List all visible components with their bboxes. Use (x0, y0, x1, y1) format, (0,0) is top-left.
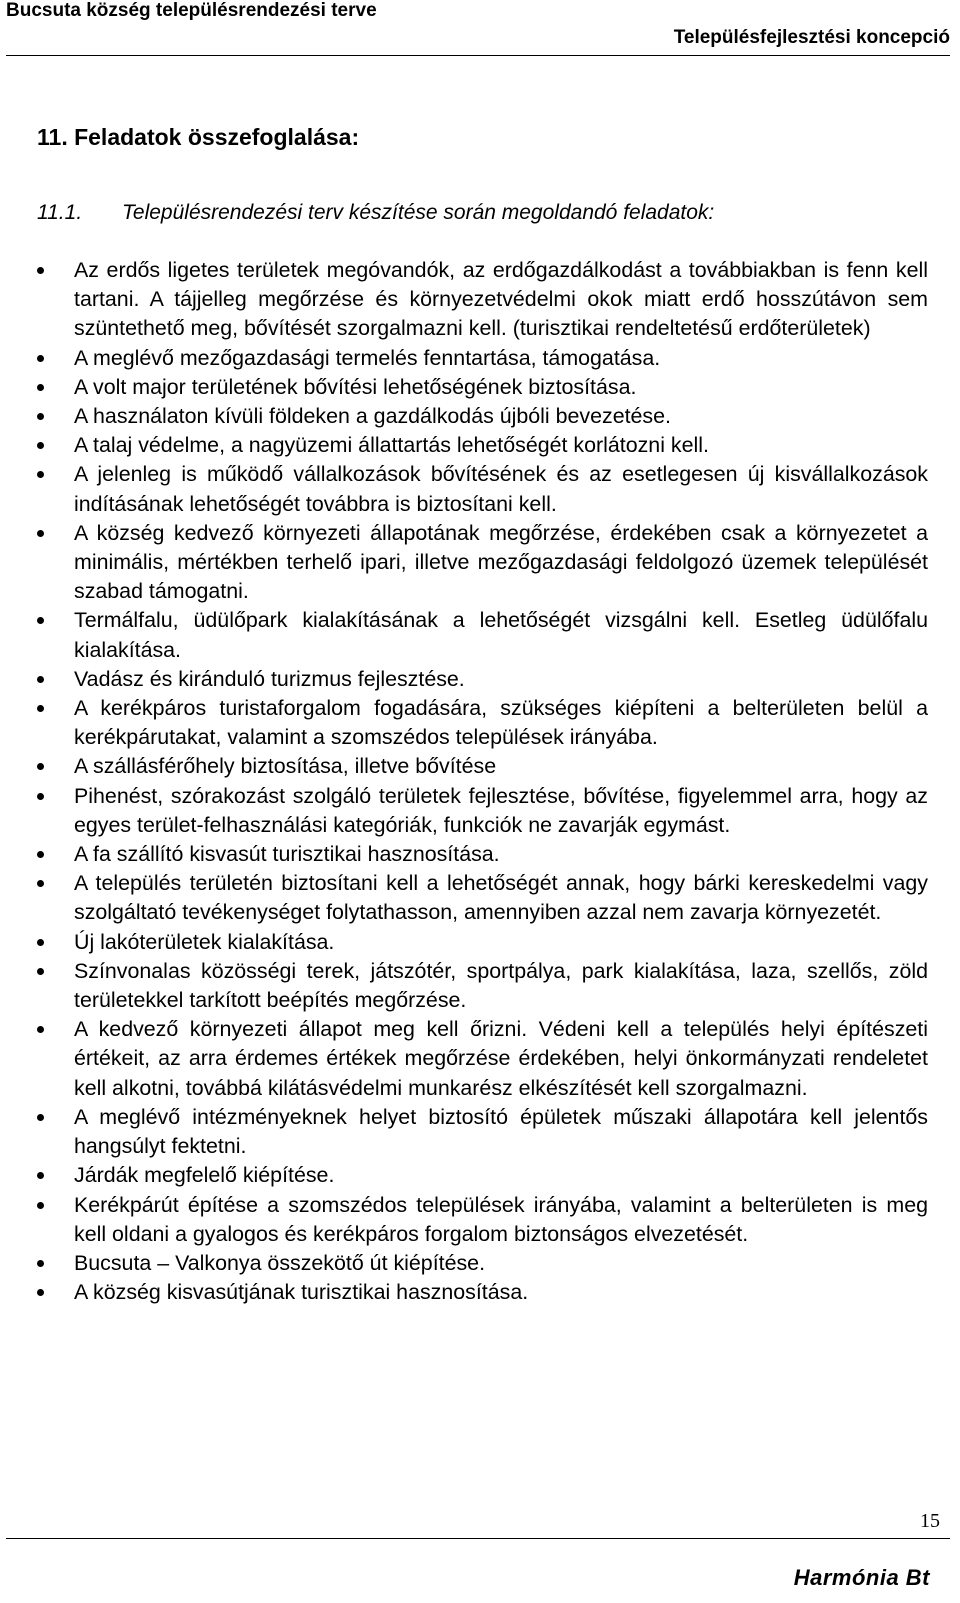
list-item-text: Színvonalas közösségi terek, játszótér, sportpálya, park kialakítása, laza, szellős, zöld területekkel tarkított beépítés megőrzése. (74, 958, 928, 1013)
bullet-icon (37, 968, 44, 975)
bullet-icon (37, 1202, 44, 1209)
list-item-text: Pihenést, szórakozást szolgáló területek fejlesztése, bővítése, figyelemmel arra, hogy az egyes terület-felhasználási kategóriák, funkciók ne zavarják egymást. (74, 783, 928, 837)
list-item (37, 665, 928, 694)
list-item-text: A talaj védelme, a nagyüzemi állattartás lehetőségét korlátozni kell. (74, 433, 709, 458)
footer-divider (6, 1538, 950, 1539)
page-number: 15 (920, 1510, 940, 1532)
list-item-text: A község kedvező környezeti állapotának megőrzése, érdekében csak a környezetet a minimális, mértékben terhelő ipari, illetve mezőgazdasági feldolgozó üzemek települését szabad támogatni. (74, 520, 928, 604)
list-item-text: Járdák megfelelő kiépítése. (74, 1163, 335, 1188)
list-item-text: A kerékpáros turistaforgalom fogadására, szükséges kiépíteni a belterületen belül a kerékpárutakat, valamint a szomszédos települések irányába. (74, 696, 928, 750)
bullet-icon (37, 851, 44, 858)
list-item-text: Vadász és kiránduló turizmus fejlesztése. (74, 666, 465, 691)
bullet-icon (37, 1026, 44, 1033)
subsection-number: 11.1. (37, 201, 83, 224)
list-item-text: Új lakóterületek kialakítása. (74, 929, 335, 954)
list-item (37, 840, 928, 869)
bullet-icon (37, 617, 44, 624)
list-item (37, 373, 928, 402)
list-item (37, 460, 928, 518)
list-item (37, 256, 928, 344)
bullet-icon (37, 1172, 44, 1179)
company-logo: Harmónia Bt (793, 1565, 930, 1590)
list-item (37, 1191, 928, 1249)
list-item (37, 782, 928, 840)
bullet-icon (37, 384, 44, 391)
subsection-title (37, 200, 714, 226)
list-item (37, 928, 928, 957)
list-item (37, 1103, 928, 1161)
list-item-text: A község kisvasútjának turisztikai hasznosítása. (74, 1280, 529, 1305)
bullet-icon (37, 471, 44, 478)
list-item-text: A volt major területének bővítési lehetőségének biztosítása. (74, 374, 637, 399)
bullet-icon (37, 880, 44, 887)
list-item-text: A meglévő mezőgazdasági termelés fenntartása, támogatása. (74, 345, 661, 370)
bullet-icon (37, 267, 44, 274)
bullet-icon (37, 1260, 44, 1267)
section-title: 11. Feladatok összefoglalása: (37, 124, 360, 150)
list-item-text: Az erdős ligetes területek megóvandók, az erdőgazdálkodást a továbbiakban is fenn kell tartani. A tájjelleg megőrzése és környezetvédelmi okok miatt erdő hosszútávon sem szüntethető meg, bővítését szorgalmazni kell. (turisztikai rendeltetésű erdőterületek) (74, 258, 928, 341)
bullet-icon (37, 413, 44, 420)
list-item-text: A kedvező környezeti állapot meg kell őrizni. Védeni kell a település helyi építészeti értékeit, az arra érdemes értékek megőrzése érdekében, helyi önkormányzati rendeletet kell alkotni, továbbá kilátásvédelmi munkarész elkészítését kell szorgalmazni. (74, 1017, 928, 1100)
list-item (37, 752, 928, 781)
list-item (37, 1249, 928, 1278)
list-item (37, 1278, 928, 1307)
bullet-icon (37, 939, 44, 946)
list-item (37, 606, 928, 664)
list-item-text: A jelenleg is működő vállalkozások bővítésének és az esetlegesen új kisvállalkozások indításának lehetőségét továbbra is biztosítani kell. (74, 462, 928, 516)
list-item-text: Kerékpárút építése a szomszédos települések irányába, valamint a belterületen is meg kell oldani a gyalogos és kerékpáros forgalom biztonságos elvezetését. (74, 1192, 928, 1246)
bullet-icon (37, 1289, 44, 1296)
list-item-text: Termálfalu, üdülőpark kialakításának a lehetőségét vizsgálni kell. Esetleg üdülőfalu kialakítása. (74, 608, 928, 662)
bullet-icon (37, 793, 44, 800)
list-item (37, 957, 928, 1015)
header-divider (6, 55, 950, 56)
list-item-text: Bucsuta – Valkonya összekötő út kiépítése. (74, 1250, 486, 1275)
list-item-text: A szállásférőhely biztosítása, illetve bővítése (74, 754, 497, 779)
list-item-text: A település területén biztosítani kell a lehetőségét annak, hogy bárki kereskedelmi vagy szolgáltató tevékenységet folytathasson, amennyiben azzal nem zavarja környezetét. (74, 871, 928, 925)
bullet-icon (37, 1114, 44, 1121)
list-item-text: A használaton kívüli földeken a gazdálkodás újbóli bevezetése. (74, 404, 671, 429)
list-item (37, 344, 928, 373)
header-document-title: Bucsuta község településrendezési terve (6, 0, 377, 21)
header-section-title: Településfejlesztési koncepció (673, 27, 950, 48)
task-bullet-list (37, 256, 928, 1307)
list-item (37, 869, 928, 927)
list-item (37, 519, 928, 607)
list-item (37, 1161, 928, 1190)
bullet-icon (37, 763, 44, 770)
list-item (37, 1015, 928, 1103)
bullet-icon (37, 355, 44, 362)
list-item (37, 402, 928, 431)
bullet-icon (37, 442, 44, 449)
list-item (37, 694, 928, 752)
list-item (37, 431, 928, 460)
bullet-icon (37, 676, 44, 683)
list-item-text: A meglévő intézményeknek helyet biztosító épületek műszaki állapotára kell jelentős hangsúlyt fektetni. (74, 1104, 928, 1159)
bullet-icon (37, 530, 44, 537)
bullet-icon (37, 705, 44, 712)
list-item-text: A fa szállító kisvasút turisztikai hasznosítása. (74, 842, 500, 867)
subsection-title-text: Településrendezési terv készítése során megoldandó feladatok: (122, 201, 715, 224)
